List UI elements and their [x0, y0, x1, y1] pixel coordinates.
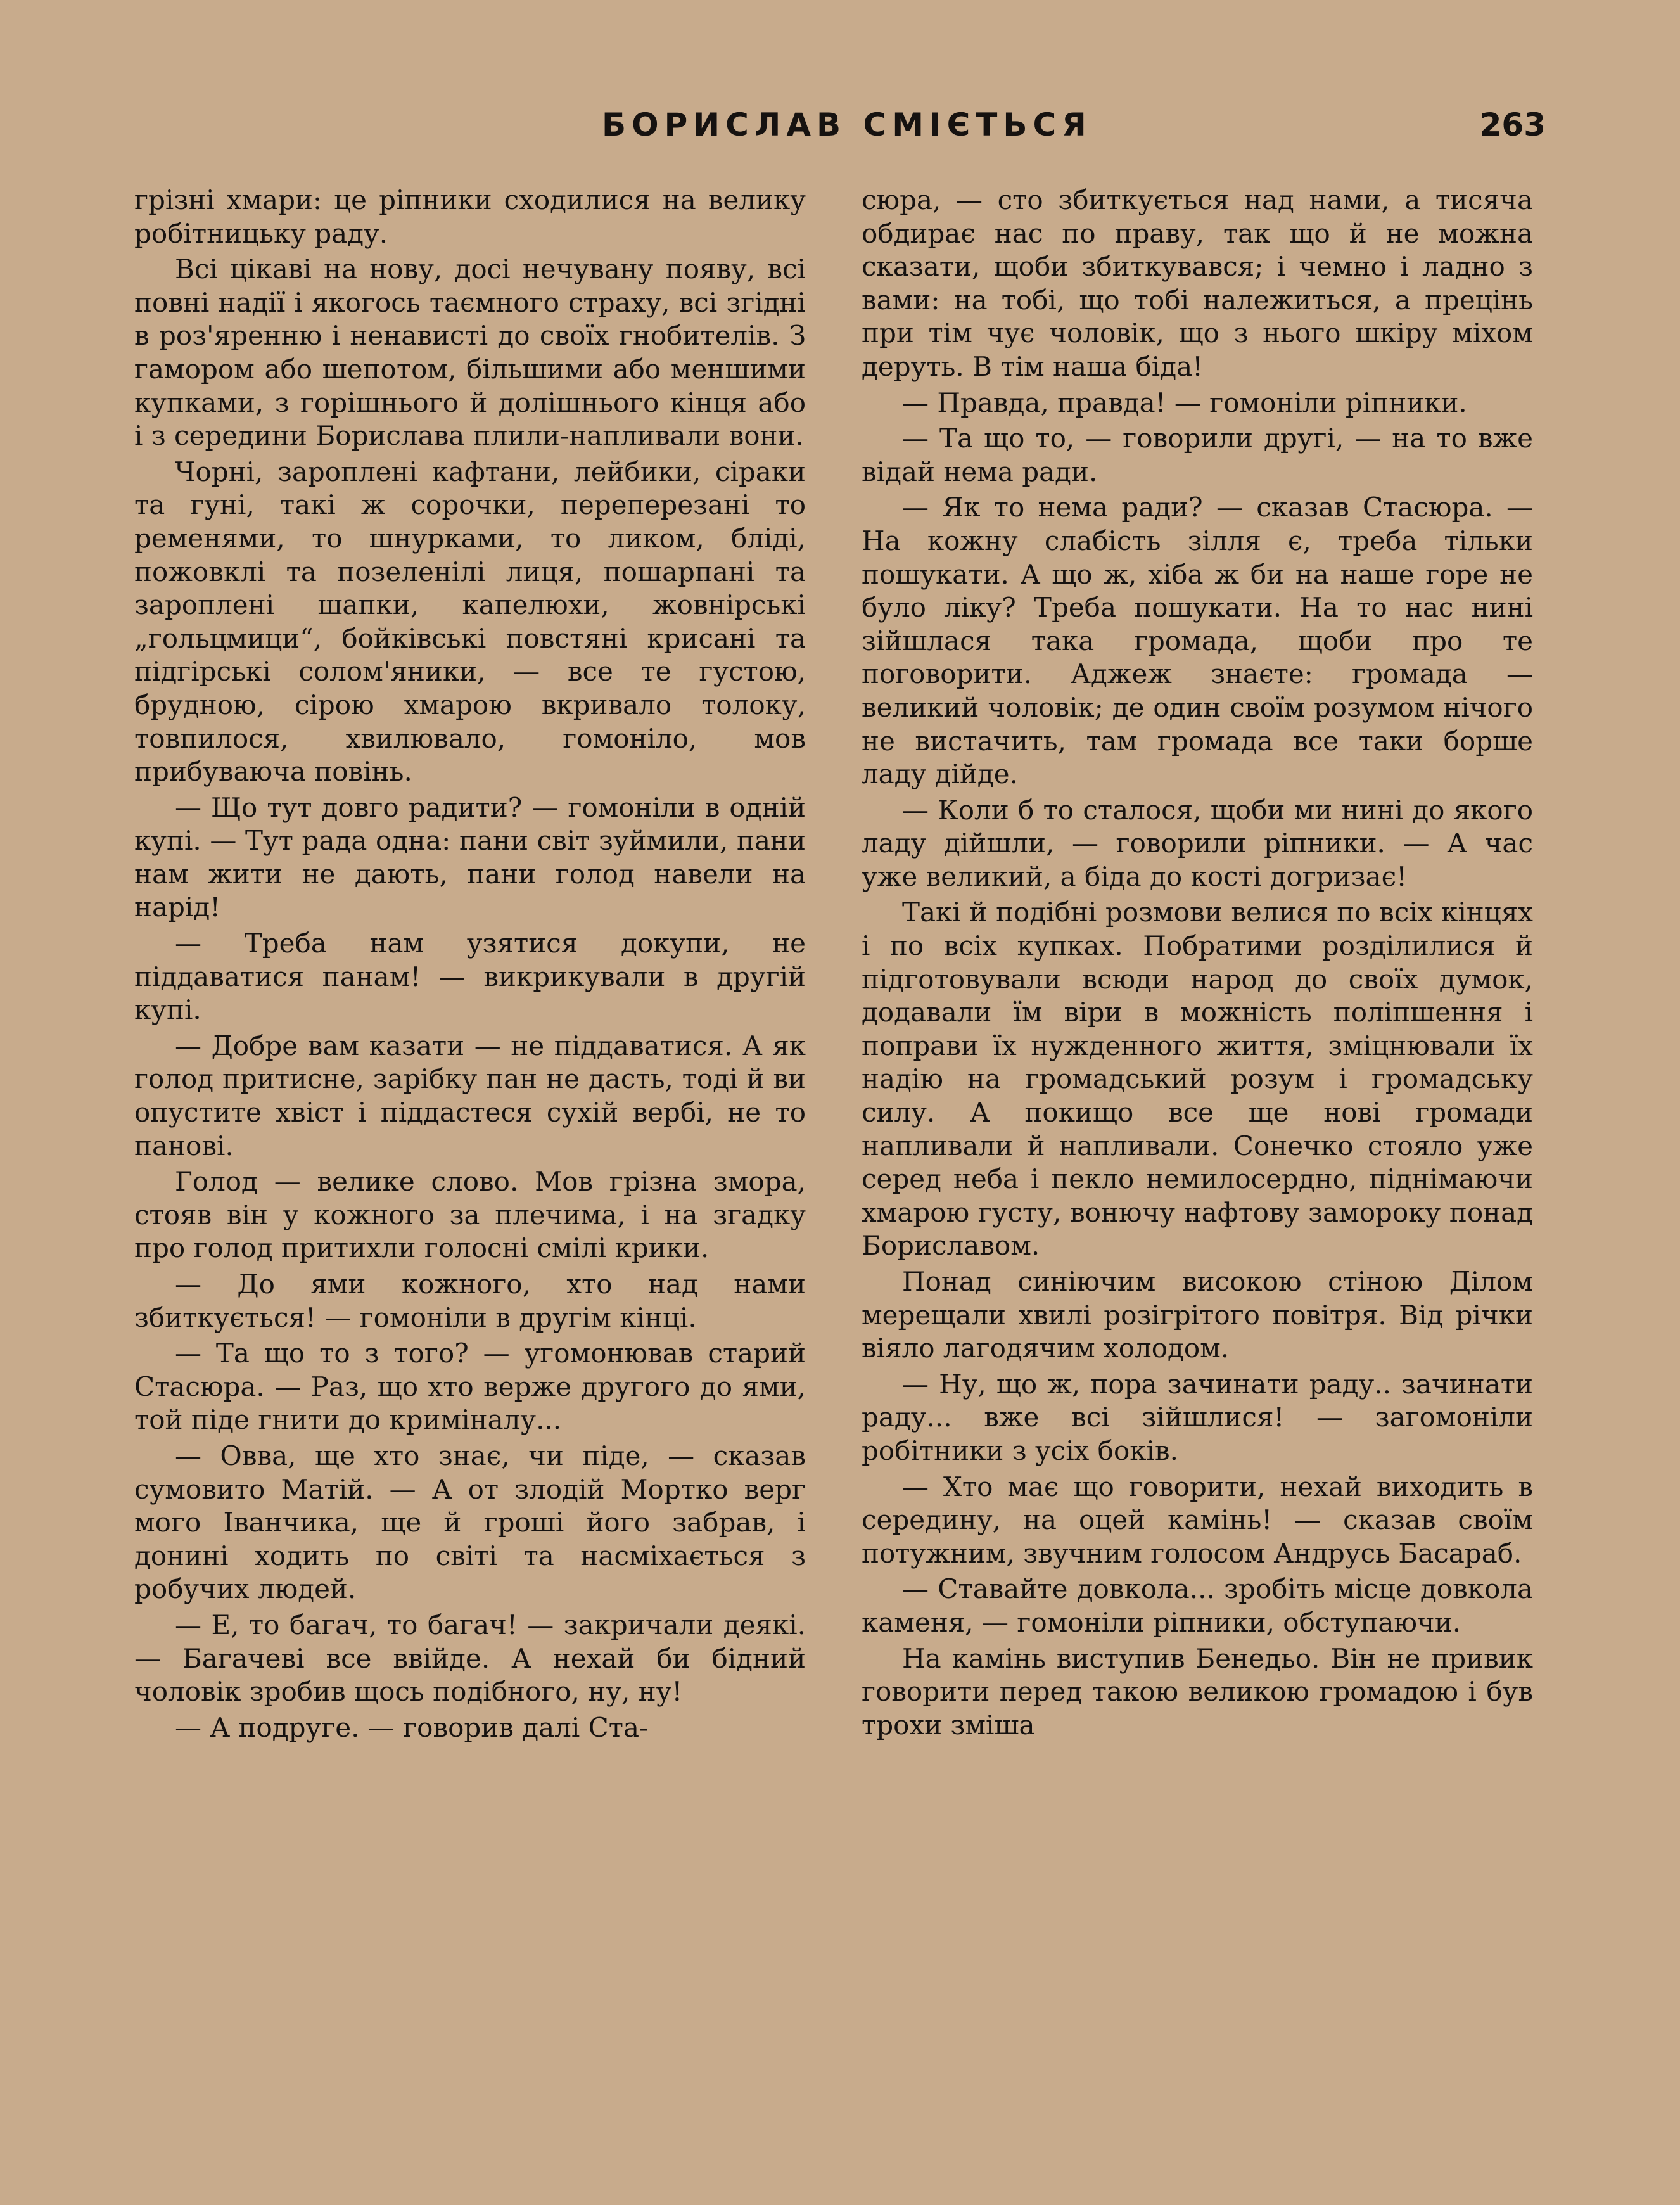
paragraph: — Хто має що говорити, нехай виходить в середину, на оцей камінь! — сказав своїм потужним, звучним голосом Андрусь Басараб. [862, 1471, 1533, 1569]
paragraph: — Коли б то сталося, щоби ми нині до якого ладу дійшли, — говорили ріпники. — А час уже великий, а біда до кості догризає! [862, 794, 1533, 892]
paragraph: — А подруге. — говорив далі Ста- [175, 1711, 649, 1743]
paragraph: — Овва, ще хто знає, чи піде, — сказав сумовито Матій. — А от злодій Мортко верг мого Іванчика, ще й гроші його забрав, і донині ходить по світі та насміхається з робучих людей. [134, 1440, 806, 1605]
paragraph: — Е, то багач, то багач! — закричали деякі. — Багачеві все ввійде. А нехай би бідний чоловік зробив щось подібного, ну, ну! [134, 1609, 806, 1708]
left-column [134, 184, 806, 1747]
paragraph: — До ями кожного, хто над нами збиткується! — гомоніли в другім кінці. [134, 1269, 806, 1333]
page-number: 263 [1479, 106, 1546, 143]
paragraph: Чорні, зароплені кафтани, лейбики, сіраки та гуні, такі ж сорочки, переперезані то ременями, то шнурками, то ликом, бліді, пожовклі та позеленілі лиця, пошарпані та зароплені шапки, капелюхи, жовнірські „гольцмици“, бойківські повстяні крисані та підгірські солом'яники, — все те густою, брудною, сірою хмарою вкривало толоку, товпилося, хвилювало, гомоніло, мов прибуваюча повінь. [134, 456, 806, 788]
paragraph: — Правда, правда! — гомоніли ріпники. [902, 387, 1467, 418]
paragraph: Голод — велике слово. Мов грізна змора, стояв він у кожного за плечима, і на згадку про голод притихли голосні смілі крики. [134, 1166, 806, 1264]
paragraph: — Як то нема ради? — сказав Стасюра. — На кожну слабість зілля є, треба тільки пошукати. А що ж, хіба ж би на наше горе не було ліку? Треба пошукати. На то нас нині зійшлася така громада, щоби про те поговорити. Аджеж знаєте: громада — великий чоловік; де один своїм розумом нічого не вистачить, там громада все таки борше ладу дійде. [862, 492, 1533, 790]
running-title: БОРИСЛАВ СМІЄТЬСЯ [602, 106, 1092, 143]
paragraph: — Та що то, — говорили другі, — на то вже відай нема ради. [862, 423, 1533, 487]
paragraph: — Добре вам казати — не піддаватися. А як голод притисне, зарібку пан не дасть, тоді й ви опустите хвіст і піддастеся сухій вербі, не то панові. [134, 1030, 806, 1161]
right-column [862, 184, 1533, 1744]
paragraph: — Треба нам узятися докупи, не піддаватися панам! — викрикували в другій купі. [134, 928, 806, 1026]
paragraph: — Та що то з того? — угомонював старий Стасюра. — Раз, що хто верже другого до ями, той піде гнити до криміналу... [134, 1338, 806, 1436]
paragraph: — Що тут довго радити? — гомоніли в одній купі. — Тут рада одна: пани світ зуймили, пани нам жити не дають, пани голод навели на нарід! [134, 791, 806, 923]
paragraph: Понад синіючим високою стіною Ділом мерещали хвилі розігрітого повітря. Від річки віяло лагодячим холодом. [862, 1266, 1533, 1364]
paragraph: — Ну, що ж, пора зачинати раду.. зачинати раду... вже всі зійшлися! — загомоніли робітники з усіх боків. [862, 1368, 1533, 1466]
paragraph: сюра, — сто збиткується над нами, а тисяча обдирає нас по праву, так що й не можна сказати, щоби збиткувався; і чемно і ладно з вами: на тобі, що тобі належиться, а прецінь при тім чує чоловік, що з нього шкіру міхом деруть. В тім наша біда! [862, 184, 1533, 382]
paragraph: — Ставайте довкола... зробіть місце довкола каменя, — гомоніли ріпники, обступаючи. [862, 1573, 1533, 1638]
paragraph: грізні хмари: це ріпники сходилися на велику робітницьку раду. [134, 184, 806, 249]
running-head [0, 106, 1680, 151]
paragraph: На камінь виступив Бенедьо. Він не привик говорити перед такою великою громадою і був трохи зміша [862, 1642, 1533, 1741]
paragraph: Такі й подібні розмови велися по всіх кінцях і по всіх купках. Побратими розділилися й підготовували всюди народ до своїх думок, додавали їм віри в можність поліпшення і поправи їх нужденного життя, зміцнювали їх надію на громадський розум і громадську силу. А покищо все ще нові громади напливали й напливали. Сонечко стояло уже серед неба і пекло немилосердно, піднімаючи хмарою густу, вонючу нафтову замороку понад Бориславом. [862, 897, 1533, 1262]
paragraph: Всі цікаві на нову, досі нечувану появу, всі повні надії і якогось таємного страху, всі згідні в роз'яренню і ненависті до своїх гнобителів. З гамором або шепотом, більшими або меншими купками, з горішнього й долішнього кінця або і з середини Борислава плили-напливали вони. [134, 253, 806, 452]
